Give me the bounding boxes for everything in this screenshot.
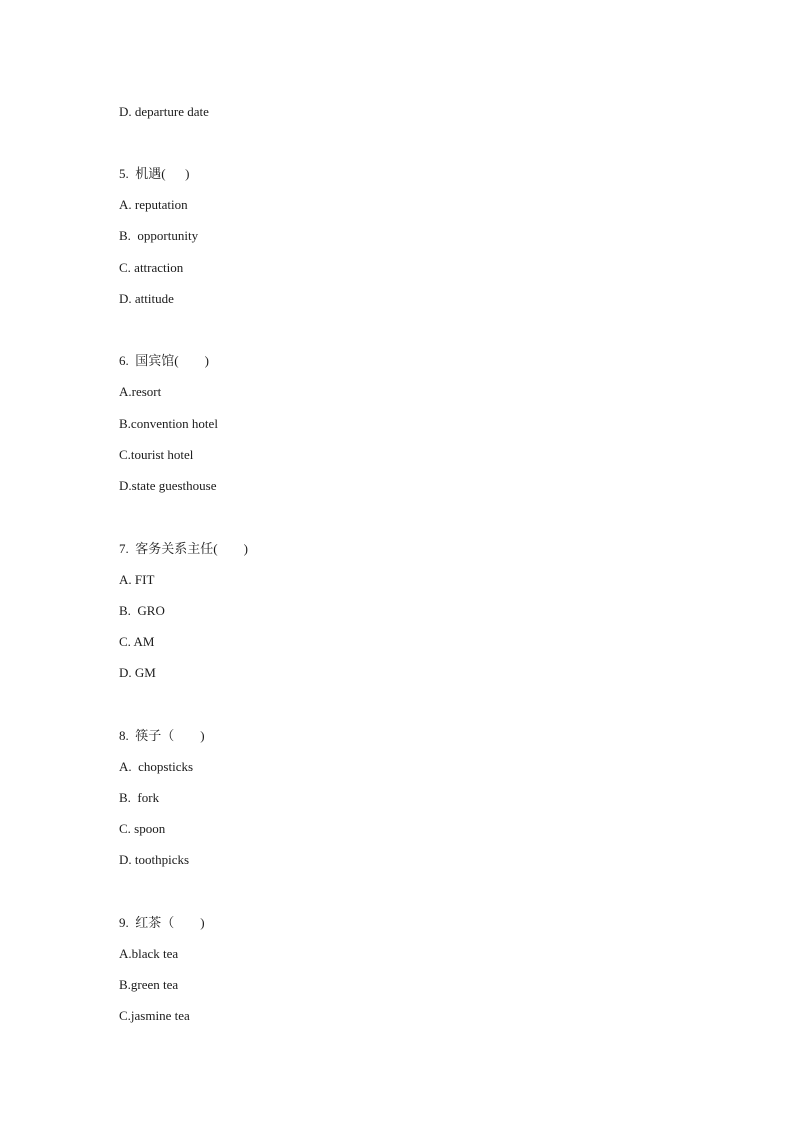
q6-option-d: D.state guesthouse: [119, 478, 217, 493]
q9-option-b: B.green tea: [119, 977, 179, 992]
question-5-stem: 5. 机遇( ): [119, 166, 190, 181]
q8-option-c: C. spoon: [119, 821, 166, 836]
q7-option-d: D. GM: [119, 665, 156, 680]
question-7-stem: 7. 客务关系主任( ): [119, 541, 248, 556]
q6-option-c: C.tourist hotel: [119, 447, 194, 462]
q9-option-c: C.jasmine tea: [119, 1008, 190, 1023]
q8-option-a: A. chopsticks: [119, 759, 194, 774]
q4-option-d: D. departure date: [119, 104, 209, 119]
q8-option-b: B. fork: [119, 790, 160, 805]
question-8-stem: 8. 筷子（ ): [119, 728, 205, 743]
question-6-stem: 6. 国宾馆( ): [119, 353, 209, 368]
q5-option-a: A. reputation: [119, 197, 188, 212]
question-9-stem: 9. 红茶（ ): [119, 915, 205, 930]
q9-option-a: A.black tea: [119, 946, 179, 961]
q5-option-b: B. opportunity: [119, 228, 199, 243]
q5-option-c: C. attraction: [119, 260, 184, 275]
q5-option-d: D. attitude: [119, 291, 174, 306]
q8-option-d: D. toothpicks: [119, 852, 190, 867]
q6-option-a: A.resort: [119, 384, 162, 399]
q7-option-c: C. AM: [119, 634, 155, 649]
q6-option-b: B.convention hotel: [119, 416, 218, 431]
q7-option-b: B. GRO: [119, 603, 165, 618]
q7-option-a: A. FIT: [119, 572, 155, 587]
